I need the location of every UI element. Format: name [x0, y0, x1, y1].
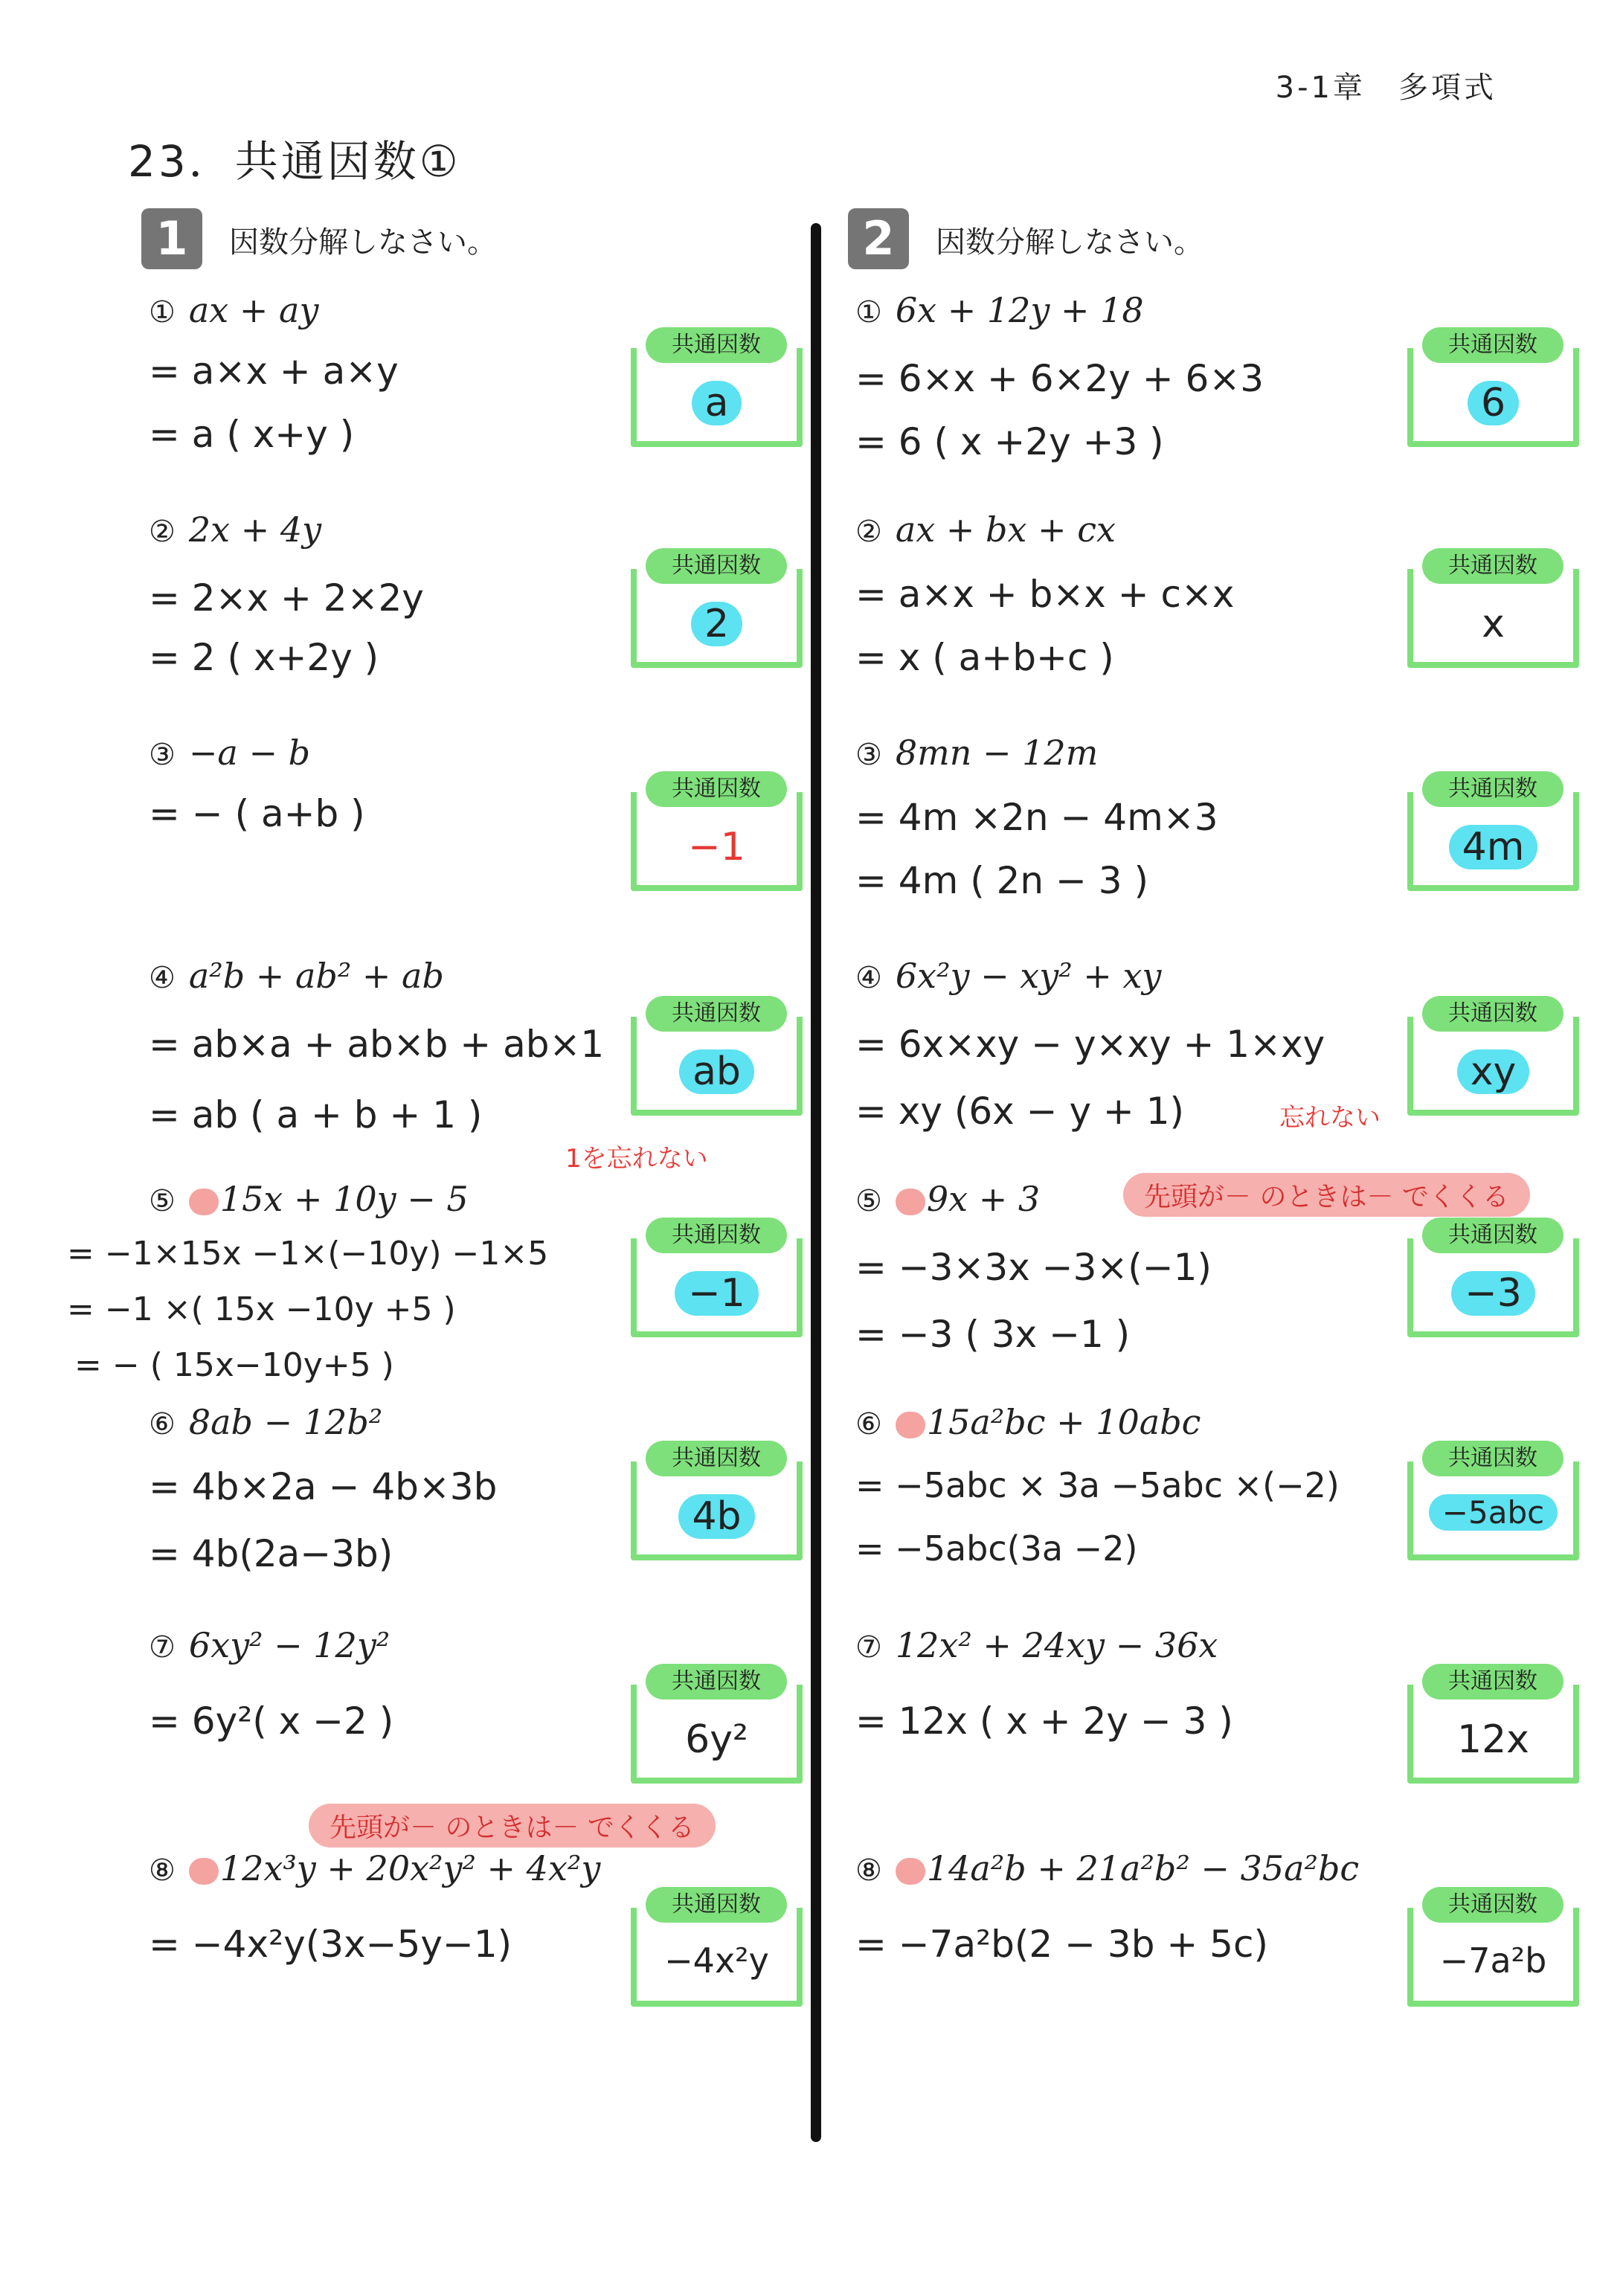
common-factor-answer: 2: [637, 602, 797, 646]
work-line: = −1 ×( 15x −10y +5 ): [67, 1290, 456, 1328]
common-factor-label: 共通因数: [1422, 1887, 1563, 1923]
common-factor-label: 共通因数: [1422, 327, 1563, 363]
work-line: = 2×x + 2×2y: [149, 576, 424, 620]
section-2-header: [841, 208, 1592, 275]
margin-note: 忘れない: [1279, 1103, 1381, 1133]
common-factor-box: [631, 332, 803, 447]
question: ⑥ 8ab − 12b²: [149, 1402, 383, 1442]
common-factor-label: 共通因数: [1422, 771, 1563, 807]
question: ⑦ 6xy² − 12y²: [149, 1625, 391, 1665]
work-line: = ab ( a + b + 1 ): [149, 1093, 483, 1136]
common-factor-label: 共通因数: [1422, 1441, 1563, 1476]
common-factor-answer: −7a²b: [1439, 1940, 1547, 1981]
question: ⑦ 12x² + 24xy − 36x: [855, 1625, 1218, 1665]
common-factor-box: [1407, 1222, 1579, 1337]
common-factor-answer: −5abc: [1413, 1494, 1573, 1531]
common-factor-box: [1407, 1445, 1579, 1560]
common-factor-label: 共通因数: [1422, 548, 1563, 584]
common-factor-label: 共通因数: [646, 327, 787, 363]
section-1-header: [134, 208, 803, 275]
work-line: = a ( x+y ): [149, 413, 355, 456]
common-factor-box: [631, 1668, 803, 1784]
question: ④ a²b + ab² + ab: [149, 956, 444, 996]
question: ② 2x + 4y: [149, 509, 322, 550]
common-factor-answer: −1: [637, 1271, 797, 1316]
question: ⑧ 14a²b + 21a²b² − 35a²bc: [855, 1848, 1360, 1888]
section-number-badge: 1: [141, 208, 202, 269]
common-factor-answer: x: [1482, 602, 1505, 646]
work-line: = a×x + a×y: [149, 350, 399, 393]
common-factor-box: [1407, 1000, 1579, 1116]
common-factor-box: [631, 1891, 803, 2007]
negative-sign-highlight: [189, 1189, 219, 1215]
section-1: [67, 208, 803, 1981]
common-factor-answer: xy: [1413, 1049, 1573, 1094]
negative-sign-highlight: [896, 1189, 925, 1215]
common-factor-box: [1407, 332, 1579, 447]
common-factor-box: [631, 1222, 803, 1337]
margin-note: 1を忘れない: [565, 1144, 708, 1174]
common-factor-answer: 12x: [1457, 1717, 1529, 1762]
work-line: = x ( a+b+c ): [855, 636, 1114, 679]
common-factor-answer: 6y²: [685, 1717, 748, 1762]
work-line: = 4b(2a−3b): [149, 1532, 393, 1575]
common-factor-label: 共通因数: [1422, 1218, 1563, 1253]
common-factor-answer: 4m: [1413, 825, 1573, 869]
work-line: = −5abc(3a −2): [855, 1528, 1138, 1569]
common-factor-box: [1407, 553, 1579, 668]
question: ① ax + ay: [149, 290, 319, 330]
column-divider: [811, 223, 821, 2142]
work-line: = xy (6x − y + 1): [855, 1090, 1185, 1133]
work-line: = 12x ( x + 2y − 3 ): [855, 1700, 1233, 1743]
question: ③ −a − b: [149, 733, 311, 773]
common-factor-answer: −3: [1413, 1271, 1573, 1316]
work-line: = 6 ( x +2y +3 ): [855, 420, 1164, 463]
tip-note: 先頭が－ のときは－ でくくる: [1123, 1173, 1530, 1217]
instruction-text: 因数分解しなさい。: [229, 225, 497, 260]
common-factor-label: 共通因数: [646, 1887, 787, 1923]
common-factor-answer: −4x²y: [664, 1940, 769, 1981]
question: ③ 8mn − 12m: [855, 733, 1099, 773]
work-line: = −3 ( 3x −1 ): [855, 1313, 1131, 1356]
question: ② ax + bx + cx: [855, 509, 1116, 550]
common-factor-answer: 6: [1413, 381, 1573, 425]
common-factor-box: [1407, 776, 1579, 891]
common-factor-answer: ab: [637, 1049, 797, 1094]
tip-note: 先頭が－ のときは－ でくくる: [309, 1804, 716, 1848]
work-line: = −3×3x −3×(−1): [855, 1246, 1212, 1289]
work-line: = a×x + b×x + c×x: [855, 573, 1235, 616]
work-line: = 4m ×2n − 4m×3: [855, 796, 1218, 839]
common-factor-answer: 4b: [637, 1494, 797, 1539]
common-factor-box: [631, 1000, 803, 1116]
page-title: 23．共通因数①: [128, 136, 461, 187]
work-line: = 6y²( x −2 ): [149, 1700, 394, 1743]
section-number-badge: 2: [848, 208, 909, 269]
work-line: = −7a²b(2 − 3b + 5c): [855, 1923, 1268, 1966]
common-factor-answer: −1: [688, 825, 745, 869]
work-line: = − ( a+b ): [149, 792, 365, 835]
negative-sign-highlight: [189, 1858, 219, 1885]
common-factor-label: 共通因数: [646, 1664, 787, 1700]
question: ① 6x + 12y + 18: [855, 290, 1144, 330]
chapter-label: 3-1章 多項式: [1275, 71, 1497, 105]
question: ④ 6x²y − xy² + xy: [855, 956, 1162, 996]
work-line: = −4x²y(3x−5y−1): [149, 1923, 512, 1966]
work-line: = 6x×xy − y×xy + 1×xy: [855, 1023, 1325, 1066]
question: ⑥ 15a²bc + 10abc: [855, 1402, 1201, 1442]
common-factor-label: 共通因数: [1422, 1664, 1563, 1700]
work-line: = −1×15x −1×(−10y) −1×5: [67, 1235, 549, 1273]
common-factor-label: 共通因数: [646, 548, 787, 584]
work-line: = −5abc × 3a −5abc ×(−2): [855, 1465, 1340, 1505]
work-line: = − ( 15x−10y+5 ): [74, 1346, 394, 1384]
instruction-text: 因数分解しなさい。: [936, 225, 1203, 260]
negative-sign-highlight: [896, 1412, 925, 1438]
common-factor-label: 共通因数: [646, 1218, 787, 1253]
common-factor-box: [631, 1445, 803, 1560]
work-line: = 4m ( 2n − 3 ): [855, 859, 1148, 902]
common-factor-label: 共通因数: [646, 771, 787, 807]
negative-sign-highlight: [896, 1858, 925, 1885]
common-factor-box: [1407, 1668, 1579, 1784]
section-2: [841, 208, 1592, 1981]
question: ⑧ 12x³y + 20x²y² + 4x²y: [149, 1848, 601, 1888]
common-factor-label: 共通因数: [646, 1441, 787, 1476]
question: ⑤ 9x + 3: [855, 1179, 1041, 1219]
common-factor-box: [1407, 1891, 1579, 2007]
work-line: = 6×x + 6×2y + 6×3: [855, 357, 1264, 400]
common-factor-answer: a: [637, 381, 797, 425]
common-factor-label: 共通因数: [646, 996, 787, 1032]
common-factor-box: [631, 553, 803, 668]
work-line: = 2 ( x+2y ): [149, 636, 379, 679]
common-factor-box: [631, 776, 803, 891]
common-factor-label: 共通因数: [1422, 996, 1563, 1032]
work-line: = 4b×2a − 4b×3b: [149, 1465, 498, 1508]
question: ⑤ 15x + 10y − 5: [149, 1179, 469, 1219]
work-line: = ab×a + ab×b + ab×1: [149, 1023, 605, 1066]
